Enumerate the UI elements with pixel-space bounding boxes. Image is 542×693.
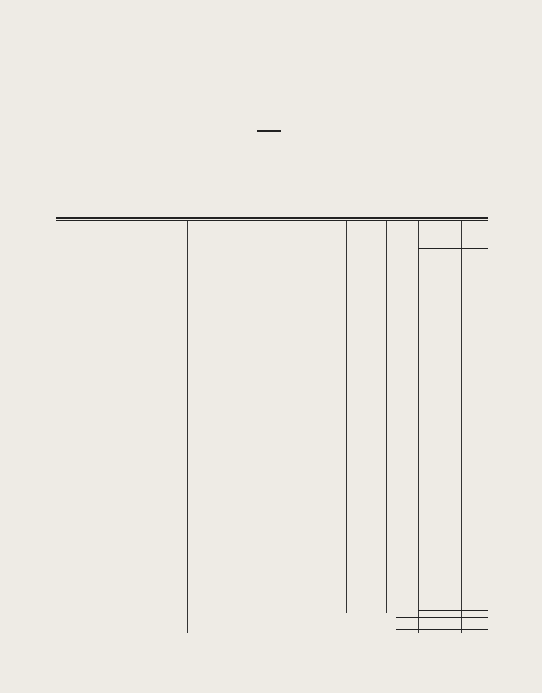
col-divider — [461, 221, 462, 633]
col-divider — [386, 221, 387, 613]
table-top-rule-2 — [56, 220, 488, 221]
col-divider — [346, 221, 347, 613]
subtotal-rule — [418, 610, 488, 611]
table-top-rule — [56, 217, 488, 219]
col-divider — [187, 221, 188, 633]
total-rule-top — [396, 617, 488, 618]
col-divider — [418, 221, 419, 633]
account-table — [56, 217, 488, 637]
liras-header-rule — [418, 248, 488, 249]
title-rule — [257, 130, 281, 132]
total-rule-bottom — [396, 629, 488, 630]
